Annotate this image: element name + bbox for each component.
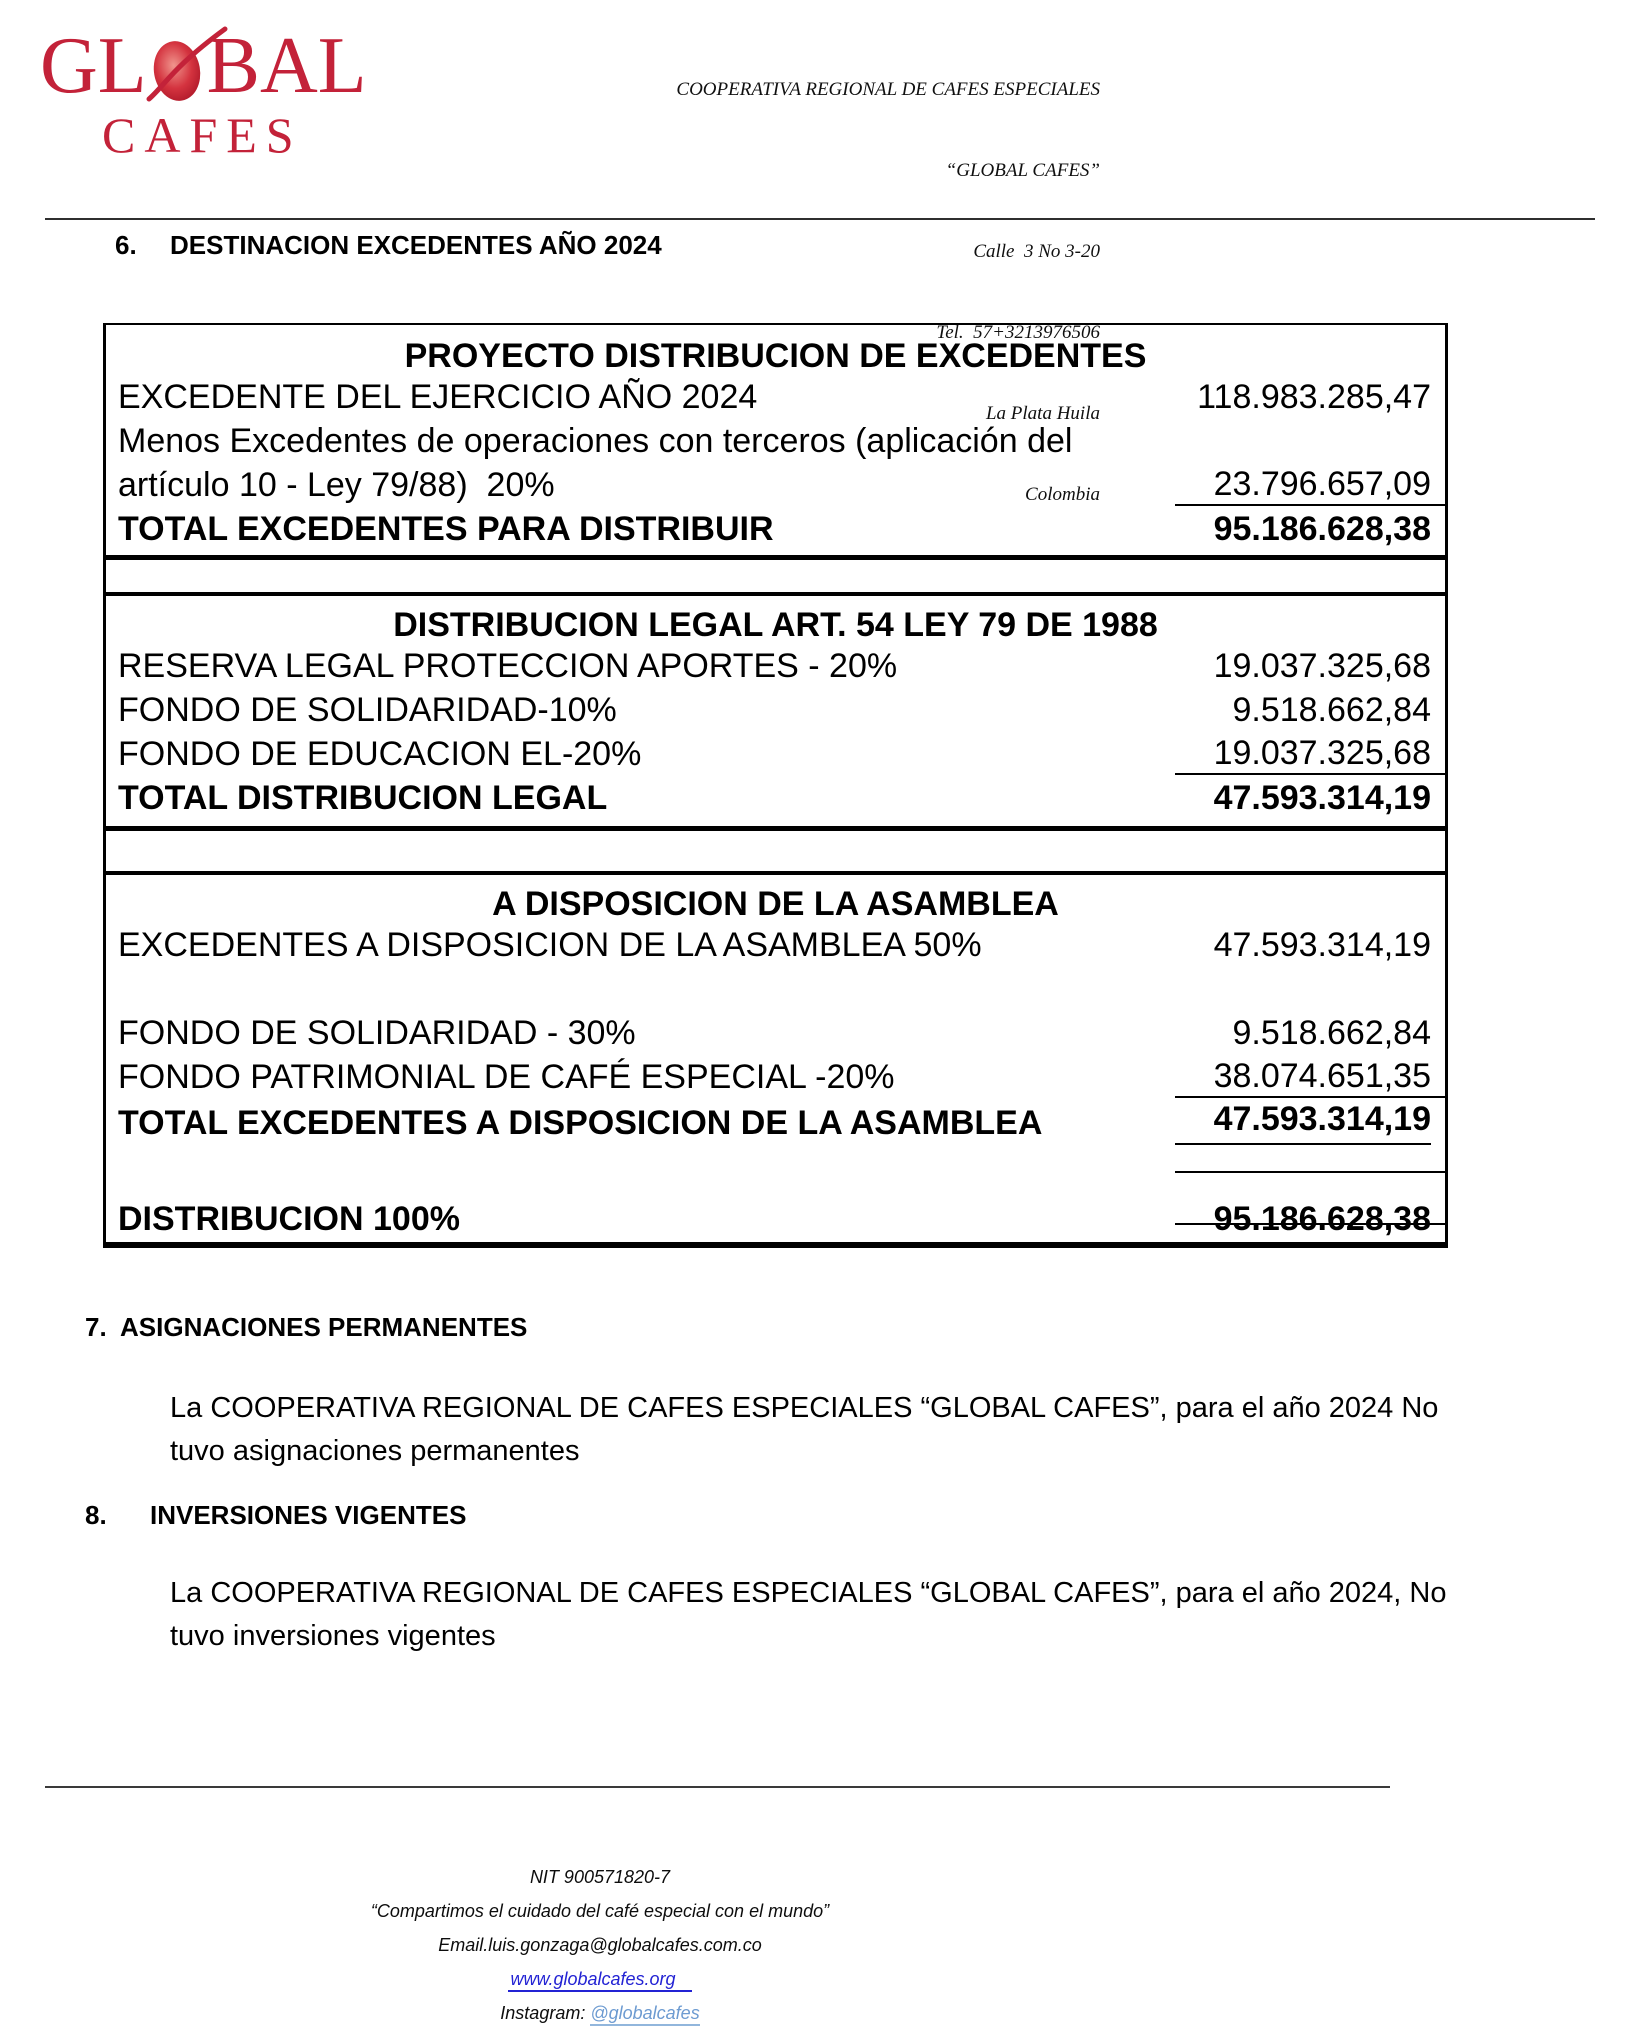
row-label: EXCEDENTES A DISPOSICION DE LA ASAMBLEA 50% <box>118 925 982 964</box>
company-logo <box>40 24 367 163</box>
instagram-handle-link[interactable]: @globalcafes <box>590 2003 699 2026</box>
section-7-heading <box>85 1312 527 1343</box>
row-label: FONDO DE SOLIDARIDAD - 30% <box>118 1013 636 1052</box>
excedentes-tables-frame <box>103 323 1448 1248</box>
row-value: 47.593.314,19 <box>1213 925 1431 964</box>
footer-email: Email.luis.gonzaga@globalcafes.com.co <box>438 1935 762 1955</box>
logo-text-bal: BAL <box>206 22 367 110</box>
table-title: A DISPOSICION DE LA ASAMBLEA <box>492 885 1059 923</box>
row-label: TOTAL EXCEDENTES PARA DISTRIBUIR <box>118 509 774 548</box>
section-8-title: INVERSIONES VIGENTES <box>150 1500 467 1530</box>
table-row <box>106 644 1445 688</box>
row-label: Menos Excedentes de operaciones con terceros (aplicación del <box>118 421 1073 460</box>
row-value: 9.518.662,84 <box>1232 690 1431 729</box>
row-label: TOTAL EXCEDENTES A DISPOSICION DE LA ASAMBLEA <box>118 1103 1043 1142</box>
table-row <box>106 463 1445 507</box>
section-7-paragraph: La COOPERATIVA REGIONAL DE CAFES ESPECIALES “GLOBAL CAFES”, para el año 2024 No tuvo asignaciones permanentes <box>170 1392 1439 1467</box>
table-total-row <box>106 776 1445 820</box>
row-label: RESERVA LEGAL PROTECCION APORTES - 20% <box>118 646 898 685</box>
table-gap <box>106 560 1445 592</box>
row-value: 47.593.314,19 <box>1213 778 1431 817</box>
row-label: FONDO DE SOLIDARIDAD-10% <box>118 690 617 729</box>
footer-nit: NIT 900571820-7 <box>529 1867 671 1887</box>
footer-website-line <box>0 1962 1200 1996</box>
letterhead-country: Colombia <box>1025 484 1100 505</box>
table-row <box>106 688 1445 732</box>
letterhead-tradename: “GLOBAL CAFES” <box>945 160 1100 181</box>
logo-subtitle: CAFES <box>102 107 303 163</box>
website-link[interactable]: www.globalcafes.org <box>508 1969 691 1992</box>
logo-wordmark <box>40 24 367 108</box>
letterhead-phone: Tel. 57+3213976506 <box>936 322 1100 343</box>
table-total-row <box>106 1099 1445 1147</box>
table-row <box>106 419 1445 463</box>
table-title: PROYECTO DISTRIBUCION DE EXCEDENTES <box>404 337 1147 375</box>
row-label: EXCEDENTE DEL EJERCICIO AÑO 2024 <box>118 377 758 416</box>
row-value: 23.796.657,09 <box>1175 465 1445 506</box>
row-label: FONDO DE EDUCACION EL-20% <box>118 734 642 773</box>
table-gap <box>106 831 1445 871</box>
footer-divider <box>45 1786 1390 1788</box>
table-row <box>106 732 1445 776</box>
row-value: 95.186.628,38 <box>1213 1199 1431 1238</box>
table-empty-row <box>106 967 1445 1011</box>
row-value: 9.518.662,84 <box>1232 1013 1431 1052</box>
row-label: artículo 10 - Ley 79/88) 20% <box>118 465 555 504</box>
header-divider <box>45 218 1595 220</box>
section-7-number: 7. <box>85 1312 107 1342</box>
table-total-row <box>106 507 1445 551</box>
table-row <box>106 375 1445 419</box>
section-7-title: ASIGNACIONES PERMANENTES <box>120 1312 528 1342</box>
letterhead-address: Calle 3 No 3-20 <box>973 241 1100 262</box>
table-total-row <box>106 1197 1445 1241</box>
footer <box>0 1860 1200 2030</box>
section-8-heading <box>85 1500 466 1531</box>
row-value: 38.074.651,35 <box>1175 1057 1445 1098</box>
section-6-title: DESTINACION EXCEDENTES AÑO 2024 <box>170 230 662 260</box>
logo-text-gl: GL <box>40 22 147 110</box>
table-row <box>106 923 1445 967</box>
section-6-heading <box>115 230 662 261</box>
row-value: 19.037.325,68 <box>1175 734 1445 775</box>
row-label: FONDO PATRIMONIAL DE CAFÉ ESPECIAL -20% <box>118 1057 895 1096</box>
footer-slogan: “Compartimos el cuidado del café especial con el mundo” <box>370 1901 830 1921</box>
row-value <box>1175 1171 1445 1173</box>
row-label: TOTAL DISTRIBUCION LEGAL <box>118 778 608 817</box>
section-8-paragraph: La COOPERATIVA REGIONAL DE CAFES ESPECIALES “GLOBAL CAFES”, para el año 2024, No tuvo inversiones vigentes <box>170 1577 1447 1652</box>
row-value: 19.037.325,68 <box>1213 646 1431 685</box>
section-8-number: 8. <box>85 1500 107 1530</box>
table-disposicion-asamblea <box>106 875 1445 1241</box>
row-value <box>1175 1022 1445 1225</box>
letterhead-city: La Plata Huila <box>985 403 1100 424</box>
row-label: DISTRIBUCION 100% <box>118 1199 460 1238</box>
row-value-number: 47.593.314,19 <box>1175 1100 1431 1145</box>
footer-instagram-line <box>0 1996 1200 2030</box>
section-6-number: 6. <box>115 230 137 260</box>
row-value: 118.983.285,47 <box>1197 377 1431 416</box>
table-title: DISTRIBUCION LEGAL ART. 54 LEY 79 DE 1988 <box>393 606 1158 644</box>
table-distribucion-legal <box>106 596 1445 820</box>
table-proyecto-distribucion <box>106 325 1445 551</box>
row-value: 95.186.628,38 <box>1213 509 1431 548</box>
instagram-label: Instagram: <box>500 2003 586 2023</box>
coffee-bean-icon <box>149 33 205 103</box>
letterhead-company: COOPERATIVA REGIONAL DE CAFES ESPECIALES <box>676 79 1100 100</box>
